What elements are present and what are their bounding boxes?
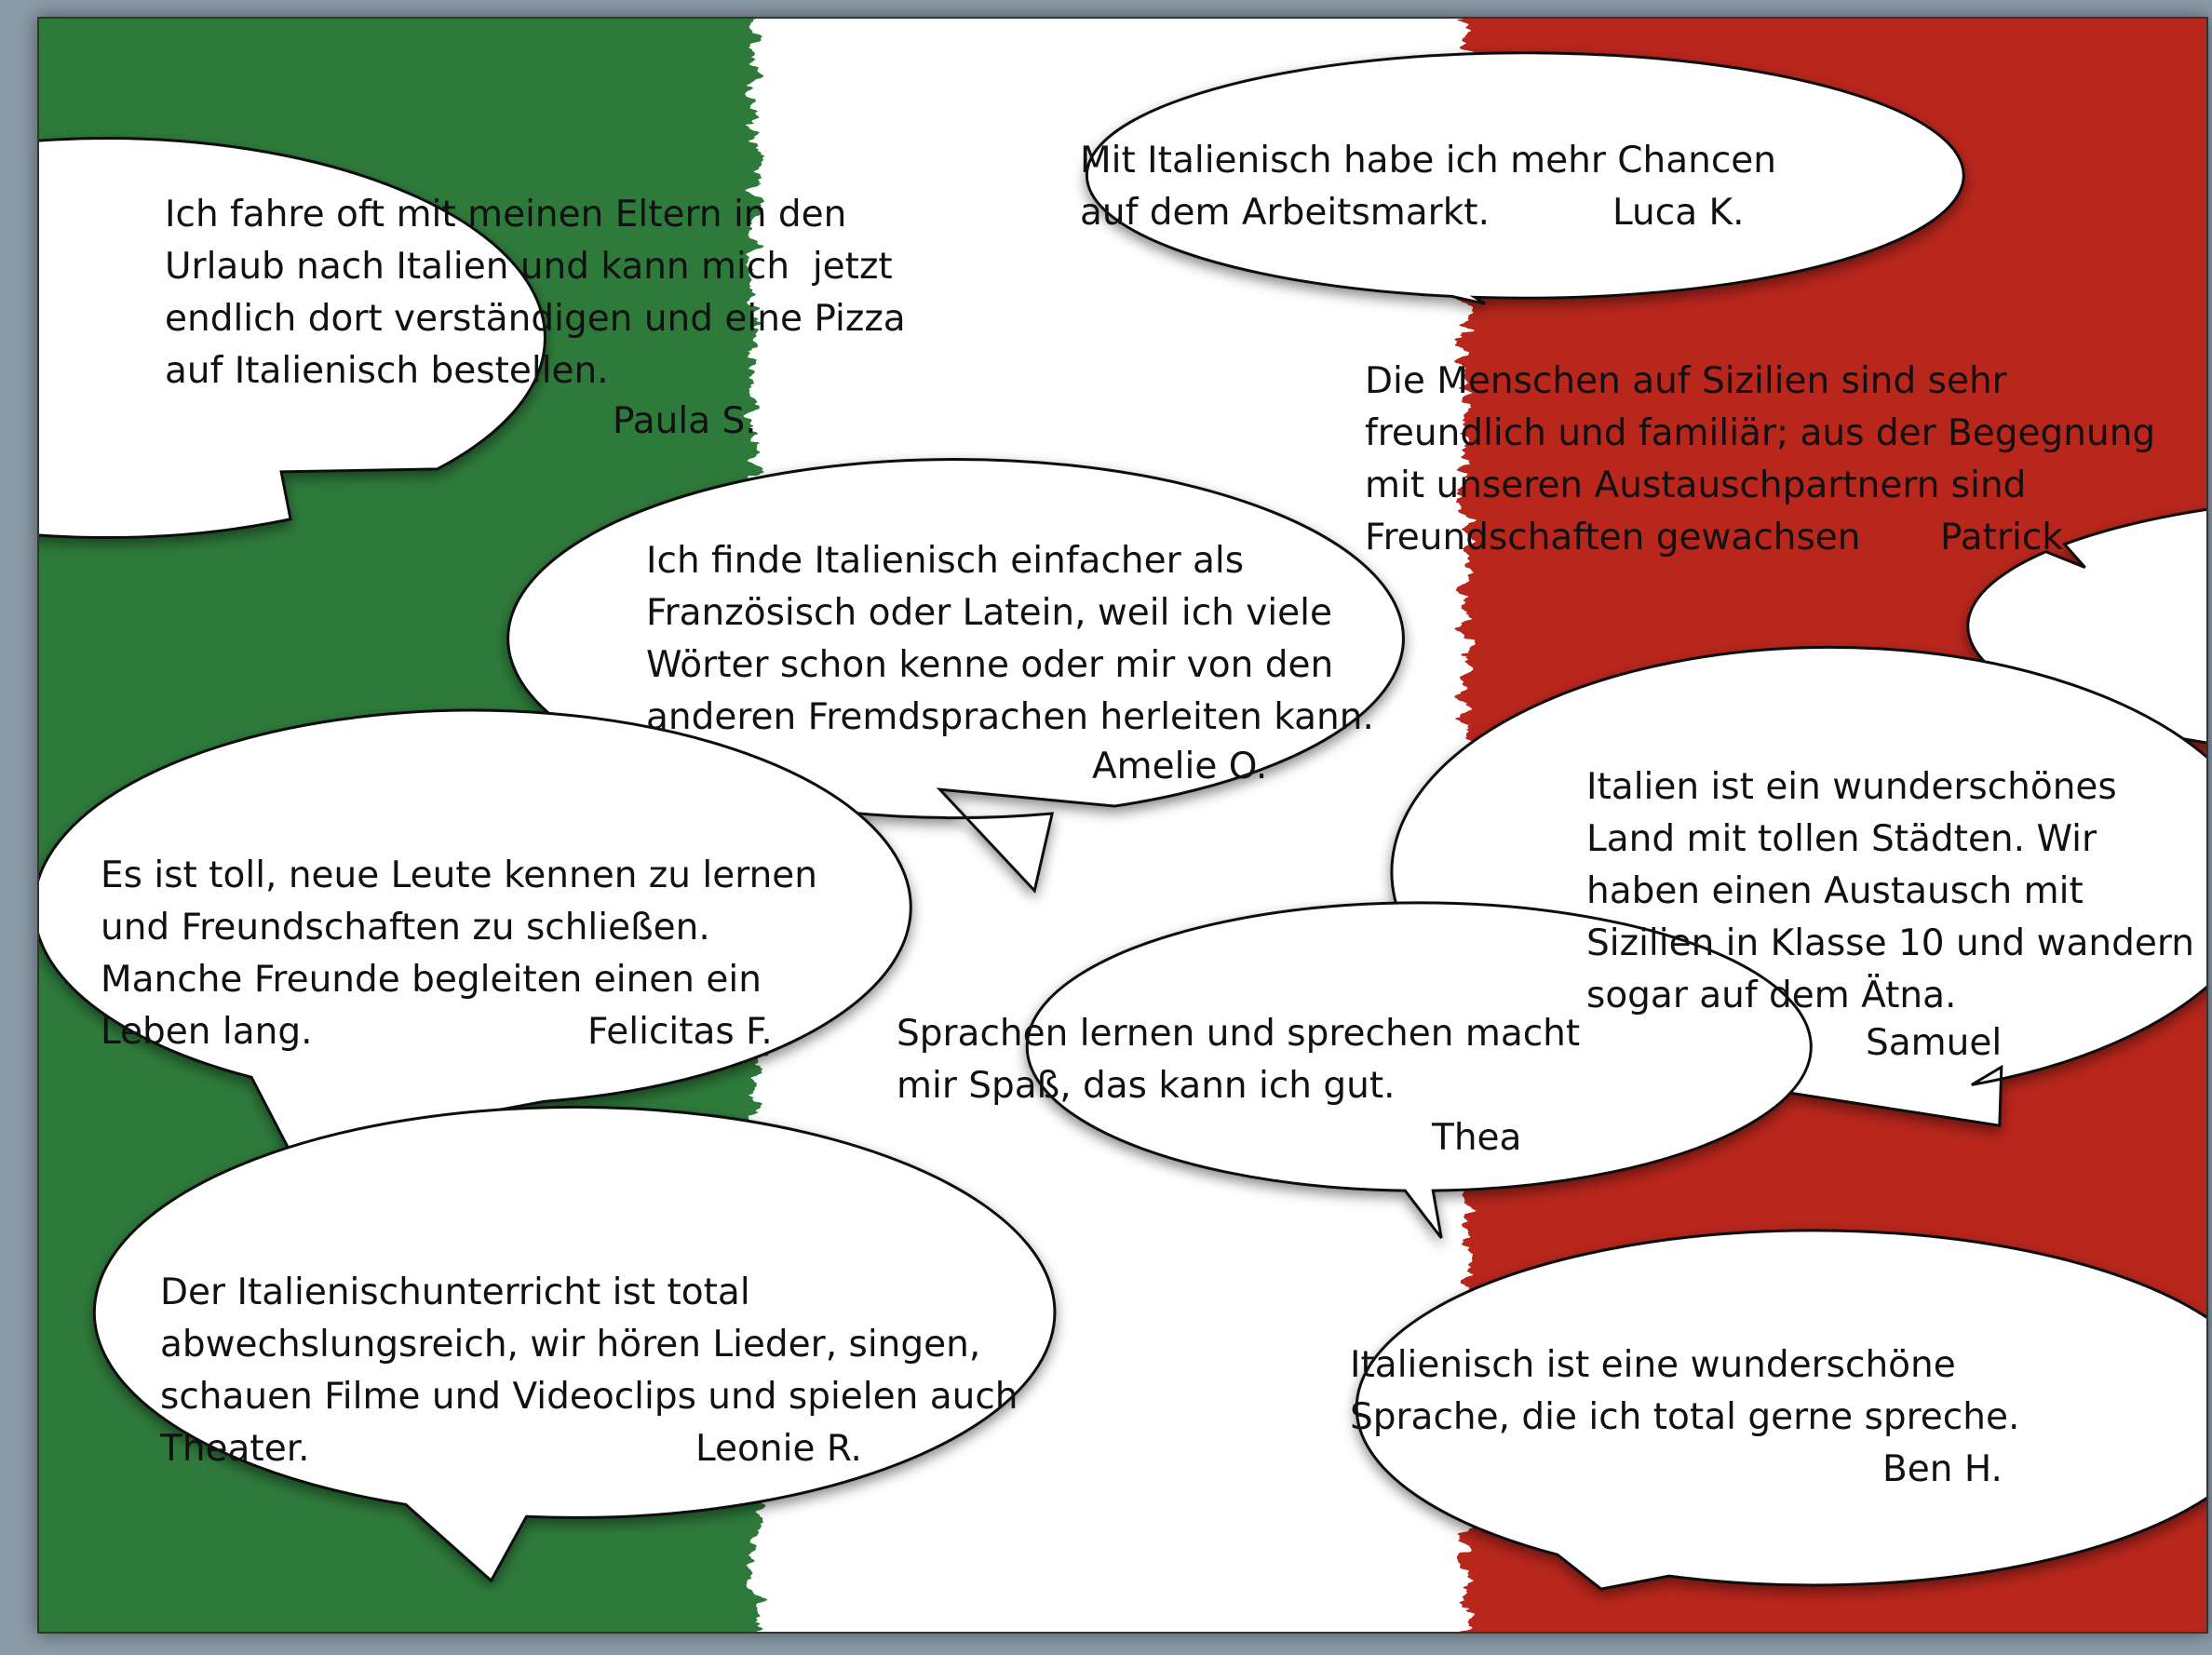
quote-text-luca: Mit Italienisch habe ich mehr Chancen auf dem Arbeitsmarkt.: [1080, 140, 1776, 234]
author-felicitas: Felicitas F.: [587, 1011, 773, 1053]
author-luca: Luca K.: [1612, 192, 1745, 234]
quote-text-leonie: Der Italienischunterricht ist total abwechslungsreich, wir hören Lieder, singen, schauen Filme und Videoclips und spielen auch Theater.: [160, 1272, 1018, 1470]
author-samuel: Samuel: [1866, 1022, 2003, 1064]
author-leonie: Leonie R.: [695, 1428, 862, 1470]
quote-text-paula: Ich fahre oft mit meinen Eltern in den Urlaub nach Italien und kann mich jetzt endlich dort verständigen und eine Pizza auf Italienisch bestellen.: [165, 194, 906, 392]
quote-text-felicitas: Es ist toll, neue Leute kennen zu lernen und Freundschaften zu schließen. Manche Freunde begleiten einen ein Leben lang.: [101, 854, 818, 1053]
author-thea: Thea: [1432, 1117, 1522, 1159]
quote-text-amelie: Ich finde Italienisch einfacher als Französisch oder Latein, weil ich viele Wörter schon kenne oder mir von den anderen Fremdsprachen herleiten kann.: [646, 540, 1374, 738]
author-patrick: Patrick: [1940, 517, 2063, 558]
quote-text-patrick: Die Menschen auf Sizilien sind sehr freundlich und familiär; aus der Begegnung mit unseren Austauschpartnern sind Freundschaften gewachsen: [1365, 360, 2156, 558]
quote-text-ben: Italienisch ist eine wunderschöne Sprache, die ich total gerne spreche.: [1350, 1344, 2020, 1438]
author-amelie: Amelie O.: [1092, 746, 1268, 787]
slide: [37, 17, 2208, 1634]
author-ben: Ben H.: [1882, 1448, 2003, 1490]
quote-text-samuel: Italien ist ein wunderschönes Land mit tollen Städten. Wir haben einen Austausch mit Sizilien in Klasse 10 und wandern sogar auf dem Ätna.: [1586, 766, 2194, 1016]
author-paula: Paula S.: [613, 400, 757, 442]
quote-text-thea: Sprachen lernen und sprechen macht mir Spaß, das kann ich gut.: [897, 1013, 1581, 1107]
